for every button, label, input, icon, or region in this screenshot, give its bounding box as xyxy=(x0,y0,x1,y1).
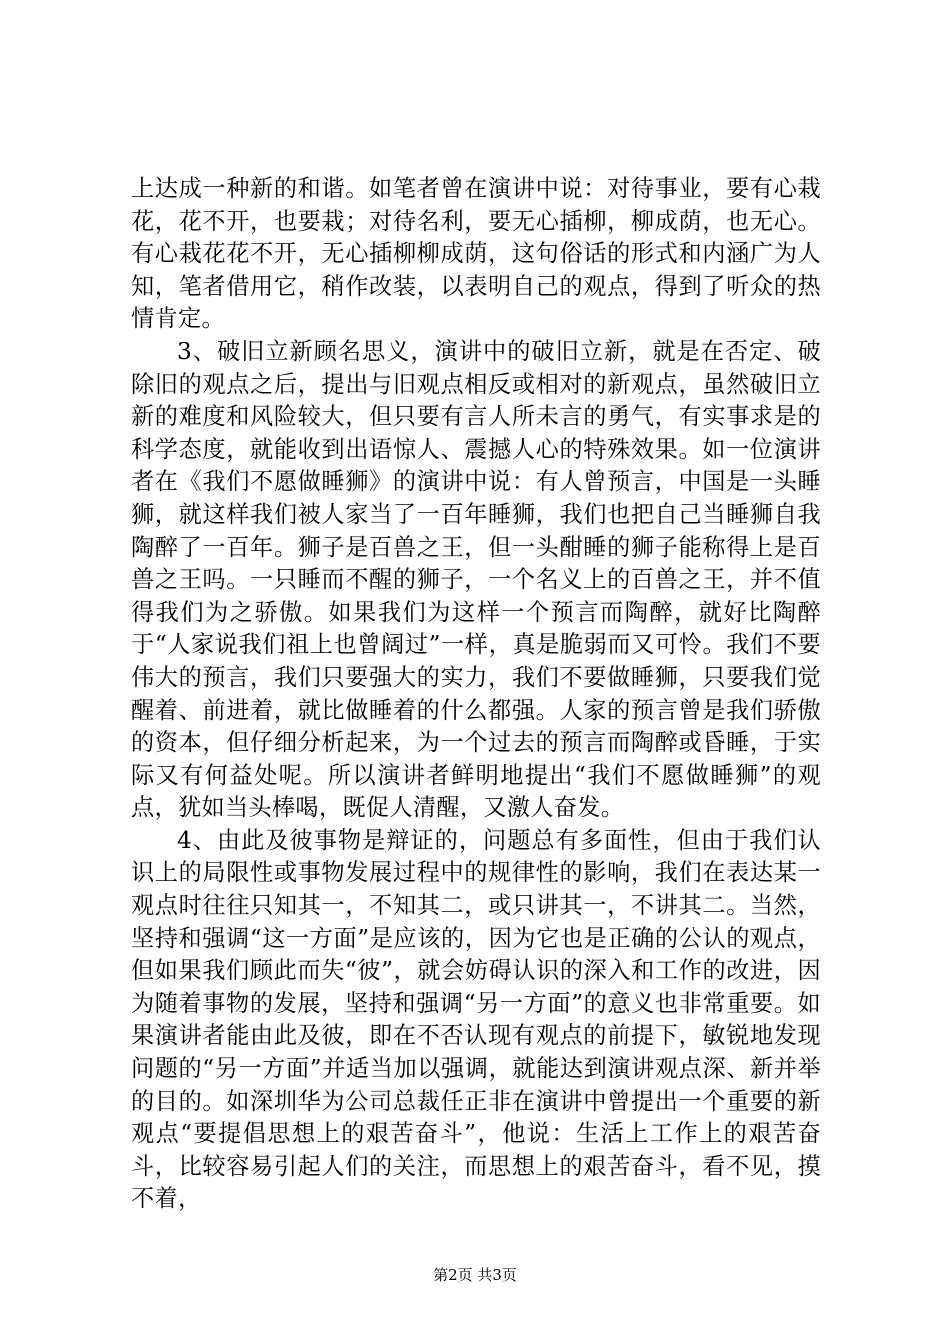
paragraph-continuation: 上达成一种新的和谐。如笔者曾在演讲中说：对待事业，要有心栽花，花不开，也要栽；对待名利，要无心插柳，柳成荫，也无心。有心栽花花不开，无心插柳柳成荫，这句俗话的形式和内涵广为人知，笔者借用它，稍作改装，以表明自己的观点，得到了听众的热情肯定。 xyxy=(131,175,821,333)
paragraph-section-3: 3、破旧立新顾名思义，演讲中的破旧立新，就是在否定、破除旧的观点之后，提出与旧观点相反或相对的新观点，虽然破旧立新的难度和风险较大，但只要有言人所未言的勇气，有实事求是的科学态度，就能收到出语惊人、震撼人心的特殊效果。如一位演讲者在《我们不愿做睡狮》的演讲中说：有人曾预言，中国是一头睡狮，就这样我们被人家当了一百年睡狮，我们也把自己当睡狮自我陶醉了一百年。狮子是百兽之王，但一头酣睡的狮子能称得上是百兽之王吗。一只睡而不醒的狮子，一个名义上的百兽之王，并不值得我们为之骄傲。如果我们为这样一个预言而陶醉，就好比陶醉于“人家说我们祖上也曾阔过”一样，真是脆弱而又可怜。我们不要伟大的预言，我们只要强大的实力，我们不要做睡狮，只要我们觉醒着、前进着，就比做睡着的什么都强。人家的预言曾是我们骄傲的资本，但仔细分析起来，为一个过去的预言而陶醉或昏睡，于实际又有何益处呢。所以演讲者鲜明地提出“我们不愿做睡狮”的观点，犹如当头棒喝，既促人清醒，又激人奋发。 xyxy=(131,337,821,822)
document-body xyxy=(131,173,821,1216)
page-footer: 第2页 共3页 xyxy=(433,1266,517,1284)
paragraph-section-4: 4、由此及彼事物是辩证的，问题总有多面性，但由于我们认识上的局限性或事物发展过程中的规律性的影响，我们在表达某一观点时往往只知其一，不知其二，或只讲其一，不讲其二。当然，坚持和强调“这一方面”是应该的，因为它也是正确的公认的观点，但如果我们顾此而失“彼”，就会妨碍认识的深入和工作的改进，因为随着事物的发展，坚持和强调“另一方面”的意义也非常重要。如果演讲者能由此及彼，即在不否认现有观点的前提下，敏锐地发现问题的“另一方面”并适当加以强调，就能达到演讲观点深、新并举的目的。如深圳华为公司总裁任正非在演讲中曾提出一个重要的新观点“要提倡思想上的艰苦奋斗”，他说：生活上工作上的艰苦奋斗，比较容易引起人们的关注，而思想上的艰苦奋斗，看不见，摸不着， xyxy=(131,826,821,1213)
